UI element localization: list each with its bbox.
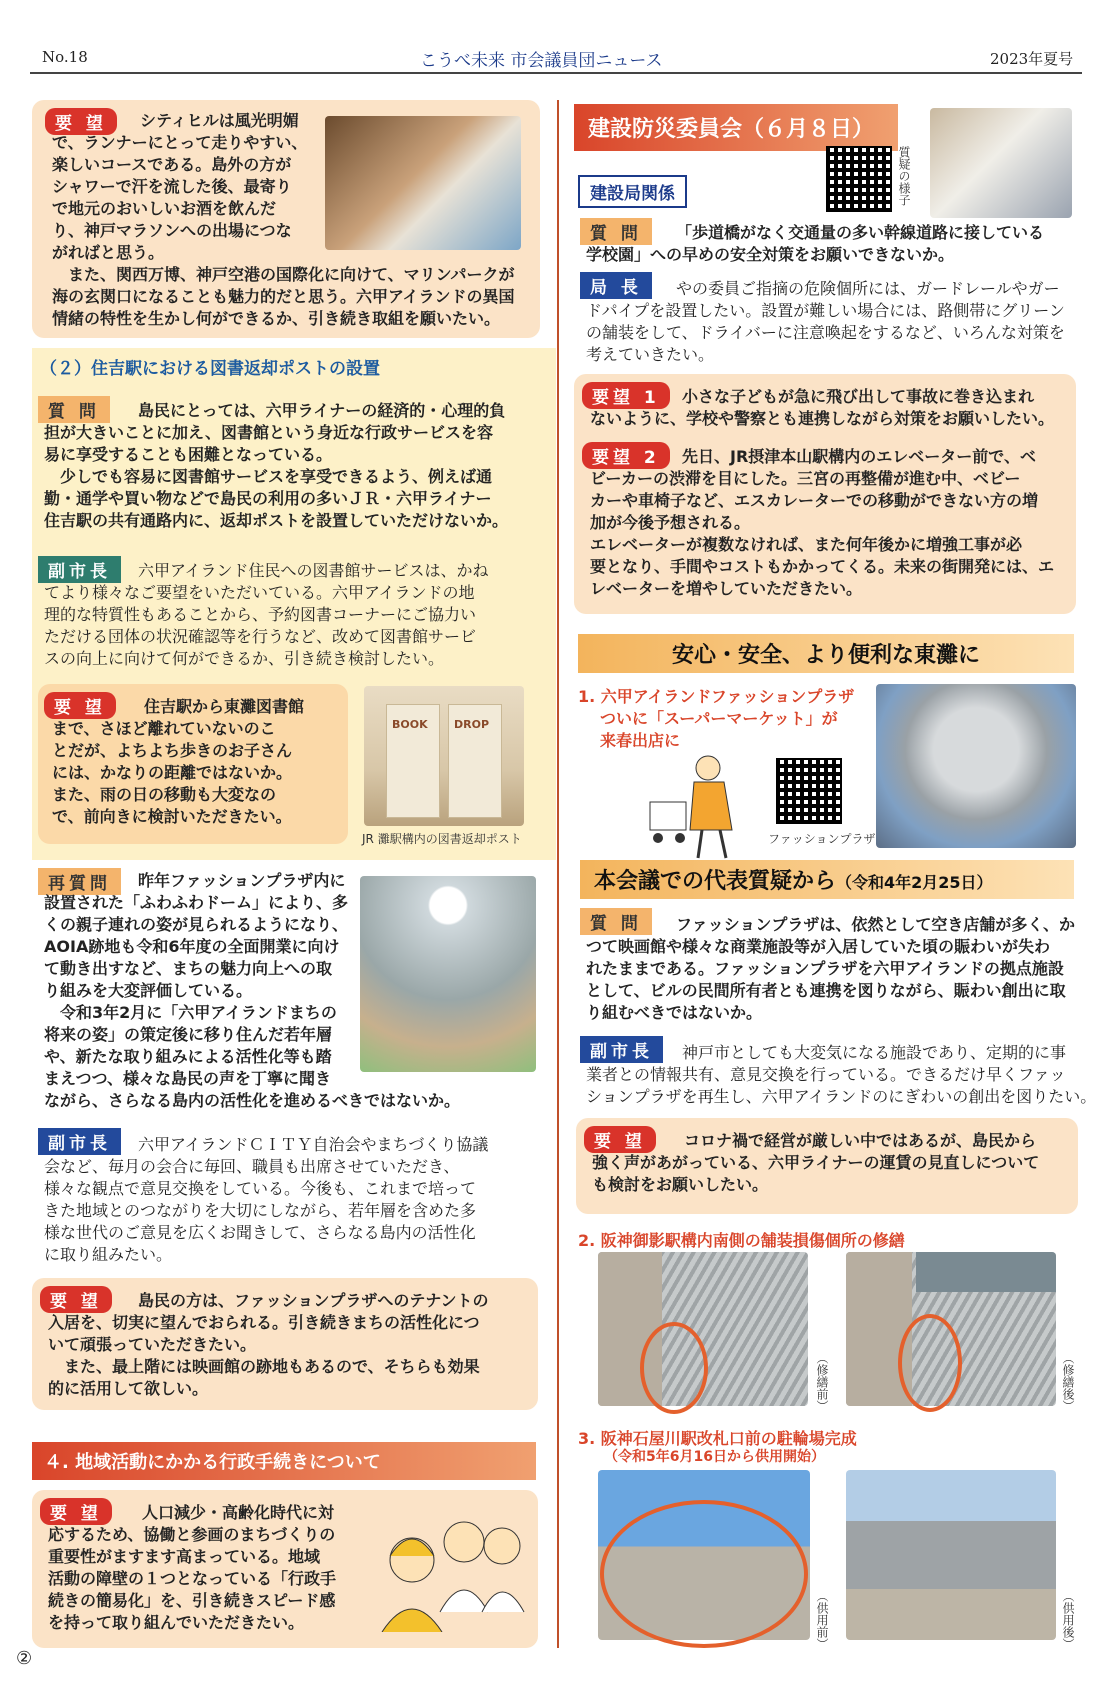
- committee-a-line: 考えていきたい。: [586, 345, 715, 364]
- plenary-q-line: つて映画館や様々な商業施設等が入居していた頃の賑わいが失わ: [586, 937, 1051, 956]
- damage-highlight-circle: [640, 1322, 708, 1414]
- sec3-line: まえつつ、様々な島民の声を丁寧に聞き: [44, 1069, 332, 1088]
- sec4-r-line: 重要性がますます高まっている。地域: [48, 1547, 321, 1566]
- box1-line: 情緒の特性を生かし何ができるか、引き続き取組を願いたい。: [52, 309, 501, 328]
- request-label: 要 望: [40, 1498, 112, 1525]
- vice-mayor-label: 副市長: [580, 1036, 663, 1063]
- committee-r1-line: ないように、学校や警察とも連携しながら対策をお願いしたい。: [590, 409, 1055, 428]
- shopping-woman-illustration: [646, 752, 746, 862]
- request-label: 要 望: [44, 692, 116, 719]
- sec3-line: や、新たな取り組みによる活性化等も踏: [44, 1047, 332, 1066]
- column-divider: [557, 100, 559, 1648]
- question-label: 質 問: [38, 396, 110, 423]
- sec2-a-line: 理的な特質性もあることから、予約図書コーナーにご協力い: [44, 605, 477, 624]
- header-divider: [30, 72, 1082, 74]
- plenary-q-line: ファッションプラザは、依然として空き店舗が多く、か: [676, 915, 1076, 934]
- speaker-photo: [325, 116, 521, 250]
- photo-caption: JR 灘駅構内の図書返却ポスト: [362, 832, 522, 846]
- plenary-r-line: も検討をお願いしたい。: [592, 1175, 769, 1194]
- fashion-plaza-photo: [876, 684, 1076, 848]
- sec4-r-line: を持って取り組んでいただきたい。: [48, 1613, 305, 1632]
- plenary-title: 本会議での代表質疑から: [594, 869, 837, 894]
- sec3-a-line: きた地域とのつながりを大切にしながら、若年層を含めた多: [44, 1201, 477, 1220]
- sec3-line: くの親子連れの姿が見られるようになり、: [44, 915, 349, 934]
- sec2-r-line: で、前向きに検討いただきたい。: [52, 807, 292, 826]
- plenary-a-line: 業者との情報共有、意見交換を行っている。できるだけ早くファッ: [586, 1065, 1066, 1084]
- after-use-label: （供用後）: [1061, 1590, 1075, 1650]
- sec2-q-line: 住吉駅の共有通路内に、返却ポストを設置していただけないか。: [44, 511, 509, 530]
- department-label: 建設局関係: [578, 175, 687, 208]
- question-label: 質 問: [580, 218, 652, 245]
- sec3-line: ながら、さらなる島内の活性化を進めるべきではないか。: [44, 1091, 461, 1110]
- sec2-r-line: には、かなりの距離ではないか。: [52, 763, 293, 782]
- sec3-line: 将来の姿」の策定後に移り住んだ若年層: [44, 1025, 333, 1044]
- request-label: 要 望: [45, 108, 117, 135]
- book-return-post-photo: [364, 686, 524, 826]
- sec3-a-line: 様々な観点で意見交換をしている。今後も、これまで培って: [44, 1179, 477, 1198]
- newsletter-title: こうべ未来 市会議員団ニュース: [420, 51, 663, 71]
- sec3-a-line: に取り組みたい。: [44, 1245, 173, 1264]
- sec3-r-line: 的に活用して欲しい。: [48, 1379, 209, 1398]
- item2-title: 2. 阪神御影駅構内南側の舗装損傷個所の修繕: [578, 1231, 905, 1250]
- qr-caption: ファッションプラザ: [768, 832, 876, 846]
- sec3-r-line: 島民の方は、ファッションプラザへのテナントの: [138, 1291, 489, 1310]
- sec3-line: AOIA跡地も令和6年度の全面開業に向け: [44, 937, 340, 956]
- sec3-line: て動き出すなど、まちの魅力向上への取: [44, 959, 333, 978]
- sec2-a-line: 六甲アイランド住民への図書館サービスは、かね: [138, 561, 489, 580]
- sec3-a-line: 六甲アイランドＣＩＴＹ自治会やまちづくり協議: [138, 1135, 489, 1154]
- post-label-drop: DROP: [454, 718, 490, 731]
- issue-number: No.18: [42, 48, 88, 66]
- plenary-r-line: コロナ禍で経営が厳しい中ではあるが、島民から: [684, 1131, 1037, 1150]
- sec4-r-line: 人口減少・高齢化時代に対: [142, 1503, 335, 1522]
- committee-r1-line: 小さな子どもが急に飛び出して事故に巻き込まれ: [682, 387, 1035, 406]
- committee-r2-line: レベーターを増やしていただきたい。: [590, 579, 863, 598]
- sec3-a-line: 様な世代のご意見を広くお聞きして、さらなる島内の活性化: [44, 1223, 476, 1242]
- request-1-label: 要望 1: [582, 382, 670, 409]
- after-repair-label: （修繕後）: [1061, 1352, 1075, 1412]
- qr-code-icon: [776, 758, 842, 824]
- item1-line: 来春出店に: [600, 731, 681, 750]
- committee-r2-line: カーや車椅子など、エスカレーターでの移動ができない方の増: [590, 491, 1039, 510]
- box1-line: がればと思う。: [52, 243, 165, 262]
- request-label: 要 望: [40, 1286, 112, 1313]
- request-2-label: 要望 2: [582, 442, 670, 469]
- box1-line: で地元のおいしいお酒を飲んだ: [52, 199, 277, 218]
- committee-a-line: の舗装をして、ドライバーに注意喚起をするなど、いろんな対策を: [586, 323, 1065, 342]
- fuwafuwa-dome-photo: [360, 876, 536, 1072]
- box1-line: また、関西万博、神戸空港の国際化に向けて、マリンパークが: [52, 265, 515, 284]
- plenary-date: （令和4年2月25日）: [836, 873, 993, 892]
- sec3-r-line: いて頑張っていただきたい。: [48, 1335, 257, 1354]
- request-label: 要 望: [584, 1126, 656, 1153]
- item1-line: 1. 六甲アイランドファッションプラザ: [578, 687, 855, 706]
- sec3-r-line: 入居を、切実に望んでおられる。引き続きまちの活性化につ: [48, 1313, 480, 1332]
- committee-a-line: やの委員ご指摘の危険個所には、ガードレールやガー: [676, 279, 1060, 298]
- repair-highlight-circle: [898, 1314, 962, 1412]
- plenary-q-line: り組むべきではないか。: [586, 1003, 763, 1022]
- committee-q-line: 「歩道橋がなく交通量の多い幹線道路に接している: [676, 223, 1045, 242]
- sec2-q-line: 勤・通学や買い物などで島民の利用の多いＪＲ・六甲ライナー: [44, 489, 492, 508]
- plenary-r-line: 強く声があがっている、六甲ライナーの運賃の見直しについて: [592, 1153, 1040, 1172]
- bike-parking-after-photo: [846, 1470, 1056, 1640]
- post-label-book: BOOK: [392, 718, 428, 731]
- before-use-label: （供用前）: [815, 1590, 829, 1650]
- plenary-q-line: として、ビルの民間所有者とも連携を図りながら、賑わい創出に取: [586, 981, 1066, 1000]
- committee-r2-line: 加が今後予想される。: [590, 513, 751, 532]
- question-label: 質 問: [580, 908, 652, 935]
- before-repair-label: （修繕前）: [815, 1352, 829, 1412]
- sec4-r-line: 続きの簡易化」を、引き続きスピード感: [48, 1591, 336, 1610]
- section-2-title: （２）住吉駅における図書返却ポストの設置: [40, 359, 380, 379]
- committee-r2-line: ビーカーの渋滞を目にした。三宮の再整備が進む中、ベビー: [590, 469, 1021, 488]
- sec2-q-line: 島民にとっては、六甲ライナーの経済的・心理的負: [138, 401, 506, 420]
- issue-date: 2023年夏号: [990, 50, 1074, 68]
- item3-title: 3. 阪神石屋川駅改札口前の駐輪場完成: [578, 1429, 857, 1448]
- sec2-a-line: スの向上に向けて何ができるか、引き続き検討したい。: [44, 649, 445, 668]
- committee-q-line: 学校園」への早めの安全対策をお願いできないか。: [586, 245, 955, 264]
- sec4-r-line: 活動の障壁の１つとなっている「行政手: [48, 1569, 337, 1588]
- sec3-r-line: また、最上階には映画館の跡地もあるので、そちらも効果: [48, 1357, 480, 1376]
- sec2-q-line: 担が大きいことに加え、図書館という身近な行政サービスを容: [44, 423, 493, 442]
- box1-line: シャワーで汗を流した後、最寄り: [52, 177, 292, 196]
- sec3-line: 令和3年2月に「六甲アイランドまちの: [44, 1003, 337, 1022]
- director-label: 局 長: [580, 272, 652, 299]
- committee-heading: 建設防災委員会（６月８日）: [574, 104, 898, 151]
- plenary-heading: [580, 860, 1074, 899]
- requestion-label: 再質問: [38, 868, 121, 895]
- item3-subtitle: （令和5年6月16日から供用開始）: [604, 1449, 825, 1465]
- item1-line: ついに「スーパーマーケット」が: [600, 709, 838, 728]
- sec3-a-line: 会など、毎月の会合に毎回、職員も出席させていただき、: [44, 1157, 460, 1176]
- sec3-line: 設置された「ふわふわドーム」により、多: [44, 893, 349, 912]
- safety-heading: 安心・安全、より便利な東灘に: [578, 634, 1074, 673]
- sec2-a-line: てより様々なご要望をいただいている。六甲アイランドの地: [44, 583, 475, 602]
- sec3-line: り組みを大変評価している。: [44, 981, 253, 1000]
- box1-line: シティヒルは風光明媚: [140, 111, 299, 130]
- box1-line: 海の玄関口になることも魅力的だと思う。六甲アイランドの異国: [52, 287, 515, 306]
- sec2-q-line: 易に享受することも困難となっている。: [44, 445, 333, 464]
- plenary-q-line: れたままである。ファッションプラザを六甲アイランドの拠点施設: [586, 959, 1064, 978]
- committee-a-line: ドパイプを設置したい。設置が難しい場合には、路側帯にグリーン: [586, 301, 1065, 320]
- sec2-r-line: まで、さほど離れていないのこ: [52, 719, 276, 738]
- box1-line: で、ランナーにとって走りやすい、: [52, 133, 308, 152]
- qr-note: 質疑の様子: [897, 146, 911, 206]
- sec2-q-line: 少しでも容易に図書館サービスを享受できるよう、例えば通: [44, 467, 493, 486]
- plenary-a-line: 神戸市としても大変気になる施設であり、定期的に事: [682, 1043, 1067, 1062]
- committee-photo: [930, 108, 1072, 218]
- sec2-r-line: また、雨の日の移動も大変なの: [52, 785, 277, 804]
- sec4-r-line: 応するため、協働と参画のまちづくりの: [48, 1525, 336, 1544]
- sec3-line: 昨年ファッションプラザ内に: [138, 871, 346, 890]
- page-number: ②: [16, 1648, 33, 1669]
- vice-mayor-label: 副市長: [38, 1128, 121, 1155]
- committee-r2-line: 要となり、手間やコストもかかってくる。未来の街開発には、エ: [590, 557, 1055, 576]
- elderly-people-illustration: [372, 1512, 528, 1632]
- committee-r2-line: 先日、JR摂津本山駅構内のエレベーター前で、ベ: [682, 447, 1036, 466]
- vice-mayor-label: 副市長: [38, 556, 121, 583]
- committee-r2-line: エレベーターが複数なければ、また何年後かに増強工事が必: [590, 535, 1023, 554]
- sec2-r-line: 住吉駅から東灘図書館: [144, 697, 305, 716]
- sec2-r-line: とだが、よちよち歩きのお子さん: [52, 741, 293, 760]
- plenary-a-line: ションプラザを再生し、六甲アイランドのにぎわいの創出を図りたい。: [586, 1087, 1097, 1106]
- qr-code-icon: [826, 146, 892, 212]
- box1-line: 楽しいコースである。島外の方が: [52, 155, 292, 174]
- sec2-a-line: ただける団体の状況確認等を行うなど、改めて図書館サービ: [44, 627, 477, 646]
- box1-line: り、神戸マラソンへの出場につな: [52, 221, 292, 240]
- area-highlight-circle: [600, 1500, 808, 1648]
- section-4-heading: ４. 地域活動にかかる行政手続きについて: [32, 1442, 536, 1480]
